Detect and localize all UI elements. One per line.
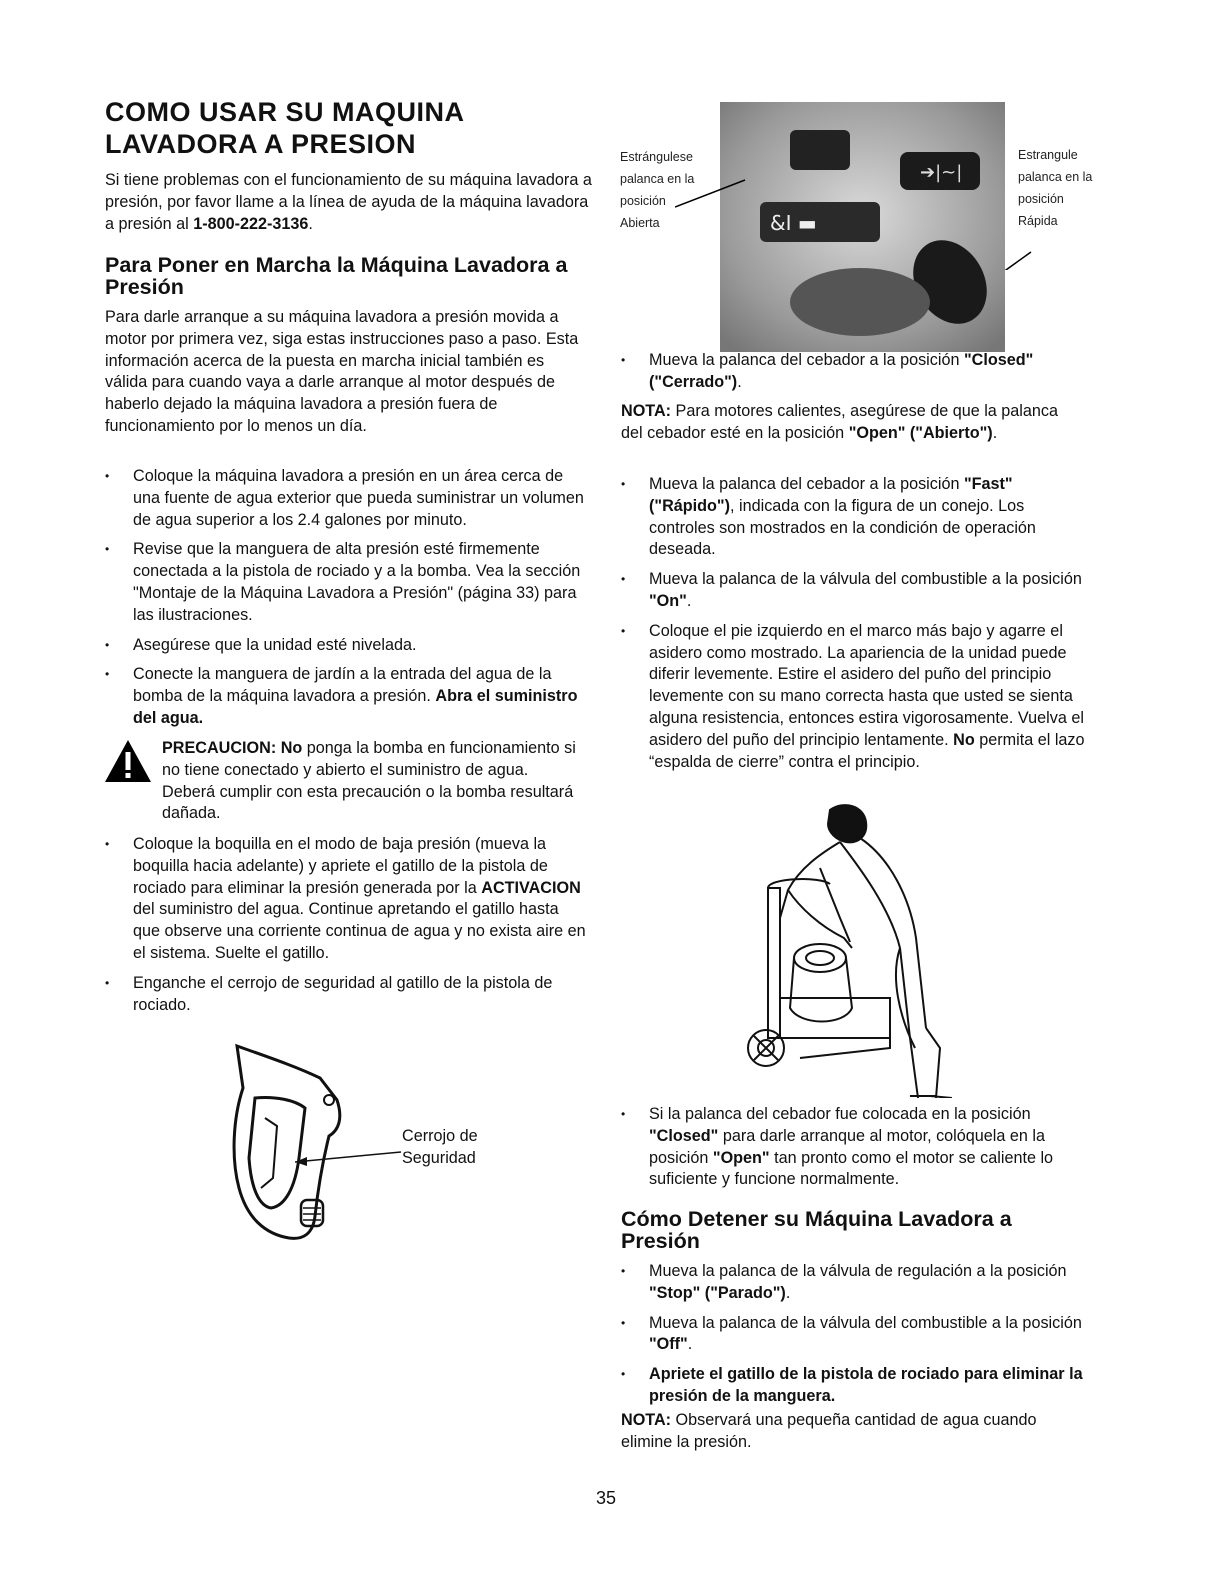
start-paragraph: Para darle arranque a su máquina lavadora a presión movida a motor por primera vez, siga estas instrucciones paso a paso. Esta información acerca de la puesta en marcha inicial también es válida para cuando vaya a darle arranque al motor después de haberlo dejado la máquina lavadora a presión fuera de funcionamiento por lo menos un día. bbox=[105, 308, 579, 435]
choke-fast-caption: Estrangule palanca en la posición Rápida bbox=[1018, 148, 1093, 228]
list-item: • Mueva la palanca del cebador a la posición "Closed" ("Cerrado"). bbox=[621, 350, 1091, 394]
stop-list bbox=[621, 1261, 1091, 1408]
list-item: • Conecte la manguera de jardín a la entrada del agua de la bomba de la máquina lavadora a presión. Abra el suministro del agua. bbox=[105, 664, 590, 729]
list-item: • Revise que la manguera de alta presión esté firmemente conectada a la pistola de rociado y a la bomba. Vea la sección "Montaje de la Máquina Lavadora a Presión" (página 33) para las ilustraciones. bbox=[105, 539, 590, 626]
choke-callout-lines bbox=[675, 150, 1035, 270]
list-item: • Enganche el cerrojo de seguridad al gatillo de la pistola de rociado. bbox=[105, 973, 590, 1017]
start-list-a bbox=[105, 466, 590, 730]
stop-heading: Cómo Detener su Máquina Lavadora a Presión bbox=[621, 1207, 1012, 1253]
list-item: • Coloque el pie izquierdo en el marco más bajo y agarre el asidero como mostrado. La apariencia de la unidad puede diferir levemente. Estire el asidero del puño del principio levemente con su mano correcta hasta que usted se sienta alguna resistencia, entonces estira vigorosamente. Vuelva el asidero del puño del principio lentamente. No permita el lazo “espalda de cierre” contra el principio. bbox=[621, 621, 1091, 774]
svg-text:➔|~|: ➔|~| bbox=[920, 162, 963, 183]
note-water: NOTA: Observará una pequeña cantidad de agua cuando elimine la presión. bbox=[621, 1411, 1037, 1451]
warning-icon bbox=[103, 738, 153, 784]
right-list-c bbox=[621, 1104, 1091, 1191]
start-list-b bbox=[105, 834, 590, 1016]
page-number: 35 bbox=[595, 1488, 617, 1508]
list-item: • Mueva la palanca del cebador a la posición "Fast" ("Rápido"), indicada con la figura de un conejo. Los controles son mostrados en la condición de operación deseada. bbox=[621, 474, 1091, 561]
start-heading: Para Poner en Marcha la Máquina Lavadora a Presión bbox=[105, 253, 568, 299]
help-phone: 1-800-222-3136 bbox=[193, 214, 309, 233]
list-item: • Coloque la máquina lavadora a presión en un área cerca de una fuente de agua exterior que pueda suministrar un volumen de agua superior a los 2.4 galones por minuto. bbox=[105, 466, 590, 531]
note-warm-engine: NOTA: Para motores calientes, asegúrese de que la palanca del cebador esté en la posición "Open" ("Abierto"). bbox=[621, 402, 1059, 442]
right-list-a bbox=[621, 350, 1091, 394]
list-item: • Si la palanca del cebador fue colocada en la posición "Closed" para darle arranque al motor, colóquela en la posición "Open" tan pronto como el motor se caliente lo suficiente y funcione normalmente. bbox=[621, 1104, 1091, 1191]
right-list-b bbox=[621, 474, 1091, 773]
list-item: • Mueva la palanca de la válvula de regulación a la posición "Stop" ("Parado"). bbox=[621, 1261, 1091, 1305]
list-item: • Apriete el gatillo de la pistola de rociado para eliminar la presión de la manguera. bbox=[621, 1364, 1091, 1408]
list-item: • Coloque la boquilla en el modo de baja presión (mueva la boquilla hacia adelante) y apriete el gatillo de la pistola de rociado para eliminar la presión generada por la ACTIVACION del suministro del agua. Continue apretando el gatillo hasta que observe una corriente continua de agua y no exista aire en el sistema. Suelte el gatillo. bbox=[105, 834, 590, 965]
list-item: • Mueva la palanca de la válvula del combustible a la posición "Off". bbox=[621, 1313, 1091, 1357]
gun-callout: Cerrojo de Seguridad bbox=[402, 1127, 478, 1167]
list-item: • Mueva la palanca de la válvula del combustible a la posición "On". bbox=[621, 569, 1091, 613]
page-title: COMO USAR SU MAQUINA LAVADORA A PRESION bbox=[105, 97, 464, 159]
list-item: • Asegúrese que la unidad esté nivelada. bbox=[105, 635, 590, 657]
caution-text: PRECAUCION: No ponga la bomba en funcionamiento si no tiene conectado y abierto el suministro de agua. Deberá cumplir con esta precaución o la bomba resultará dañada. bbox=[162, 739, 576, 823]
starting-engine-illustration bbox=[740, 798, 980, 1098]
spray-gun-illustration bbox=[225, 1038, 405, 1248]
choke-open-caption: Estrángulese palanca en la posición Abierta bbox=[620, 150, 695, 230]
svg-text:&I ▬: &I ▬ bbox=[770, 211, 817, 235]
intro-paragraph: Si tiene problemas con el funcionamiento de su máquina lavadora a presión, por favor llame a la línea de ayuda de la máquina lavadora a presión al 1-800-222-3136. bbox=[105, 171, 592, 233]
